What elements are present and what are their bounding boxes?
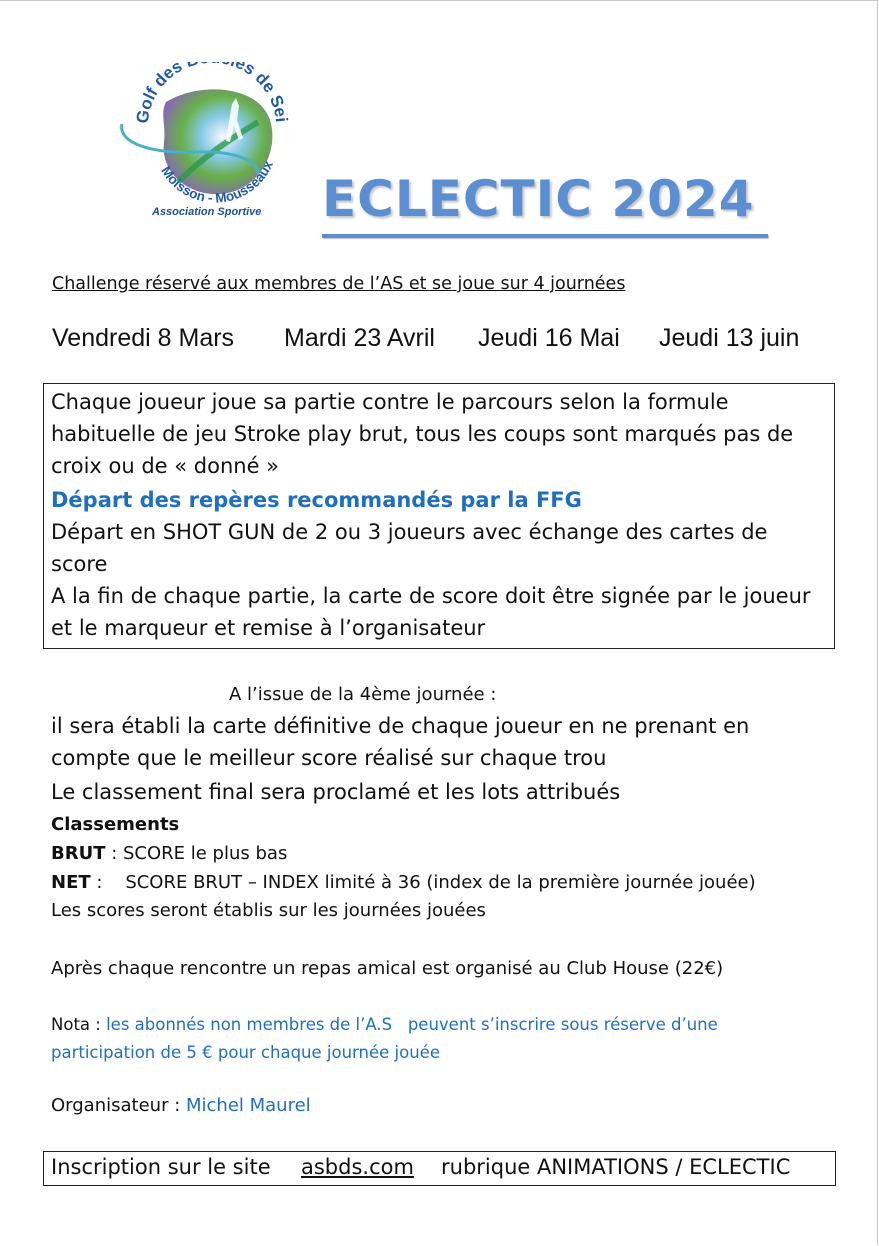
rules-line-1: Chaque joueur joue sa partie contre le parcours selon la formule [51,390,729,414]
rules-highlight: Départ des repères recommandés par la FFG [51,488,582,512]
rules-line-3: croix ou de « donné » [51,454,280,478]
nota-line-2: participation de 5 € pour chaque journée jouée [51,1043,440,1062]
title-underline [322,234,768,238]
nota-line-1 [51,1015,718,1034]
repas-line: Après chaque rencontre un repas amical est organisé au Club House (22€) [51,958,724,979]
issue-line-3: Le classement final sera proclamé et les lots attribués [51,780,621,804]
logo-assoc-text: Association Sportive [152,206,262,218]
inscription-suffix: rubrique ANIMATIONS / ECLECTIC [441,1155,791,1179]
net-label: NET [51,872,91,893]
organisateur-line [51,1095,311,1116]
issue-line-2: compte que le meilleur score réalisé sur chaque trou [51,746,607,770]
organisateur-label: Organisateur : [51,1095,186,1116]
brut-text: : SCORE le plus bas [105,843,288,864]
net-text: : SCORE BRUT – INDEX limité à 36 (index de la première journée jouée) [90,872,756,893]
date-3: Jeudi 16 Mai [478,324,620,352]
logo-arc-text: Golf des es de Sei [132,62,292,125]
date-4: Jeudi 13 juin [659,324,800,352]
issue-title: A l’issue de la 4ème journée : [229,684,497,705]
rules-line-2: habituelle de jeu Stroke play brut, tous les coups sont marqués pas de [51,422,794,446]
issue-line-1: il sera établi la carte définitive de chaque joueur en ne prenant en [51,714,750,738]
rules-line-7: et le marqueur et remise à l’organisateur [51,616,486,640]
scores-line: Les scores seront établis sur les journées jouées [51,900,486,921]
rules-line-4: Départ en SHOT GUN de 2 ou 3 joueurs avec échange des cartes de [51,520,768,544]
rules-line-6: A la fin de chaque partie, la carte de score doit être signée par le joueur [51,584,811,608]
rules-line-5: score [51,552,108,576]
nota-label: Nota : [51,1015,107,1034]
classements-heading: Classements [51,814,180,835]
date-2: Mardi 23 Avril [284,324,435,352]
page-title: ECLECTIC 2024 [322,170,755,228]
nota-text-1: les abonnés non membres de l’A.S peuvent s’inscrire sous réserve d’une [106,1015,718,1034]
logo-place-text: Moisson - Mousseaux [158,158,276,206]
club-logo-graphic [108,62,304,228]
club-logo [108,62,304,228]
brut-label: BRUT [51,843,106,864]
organisateur-name: Michel Maurel [185,1095,311,1116]
date-1: Vendredi 8 Mars [52,324,235,352]
intro-text: Challenge réservé aux membres de l’AS et se joue sur 4 journées [52,274,626,294]
inscription-site-link[interactable]: asbds.com [301,1155,414,1179]
brut-line [51,843,287,864]
net-line [51,872,756,893]
inscription-prefix: Inscription sur le site [51,1155,271,1179]
